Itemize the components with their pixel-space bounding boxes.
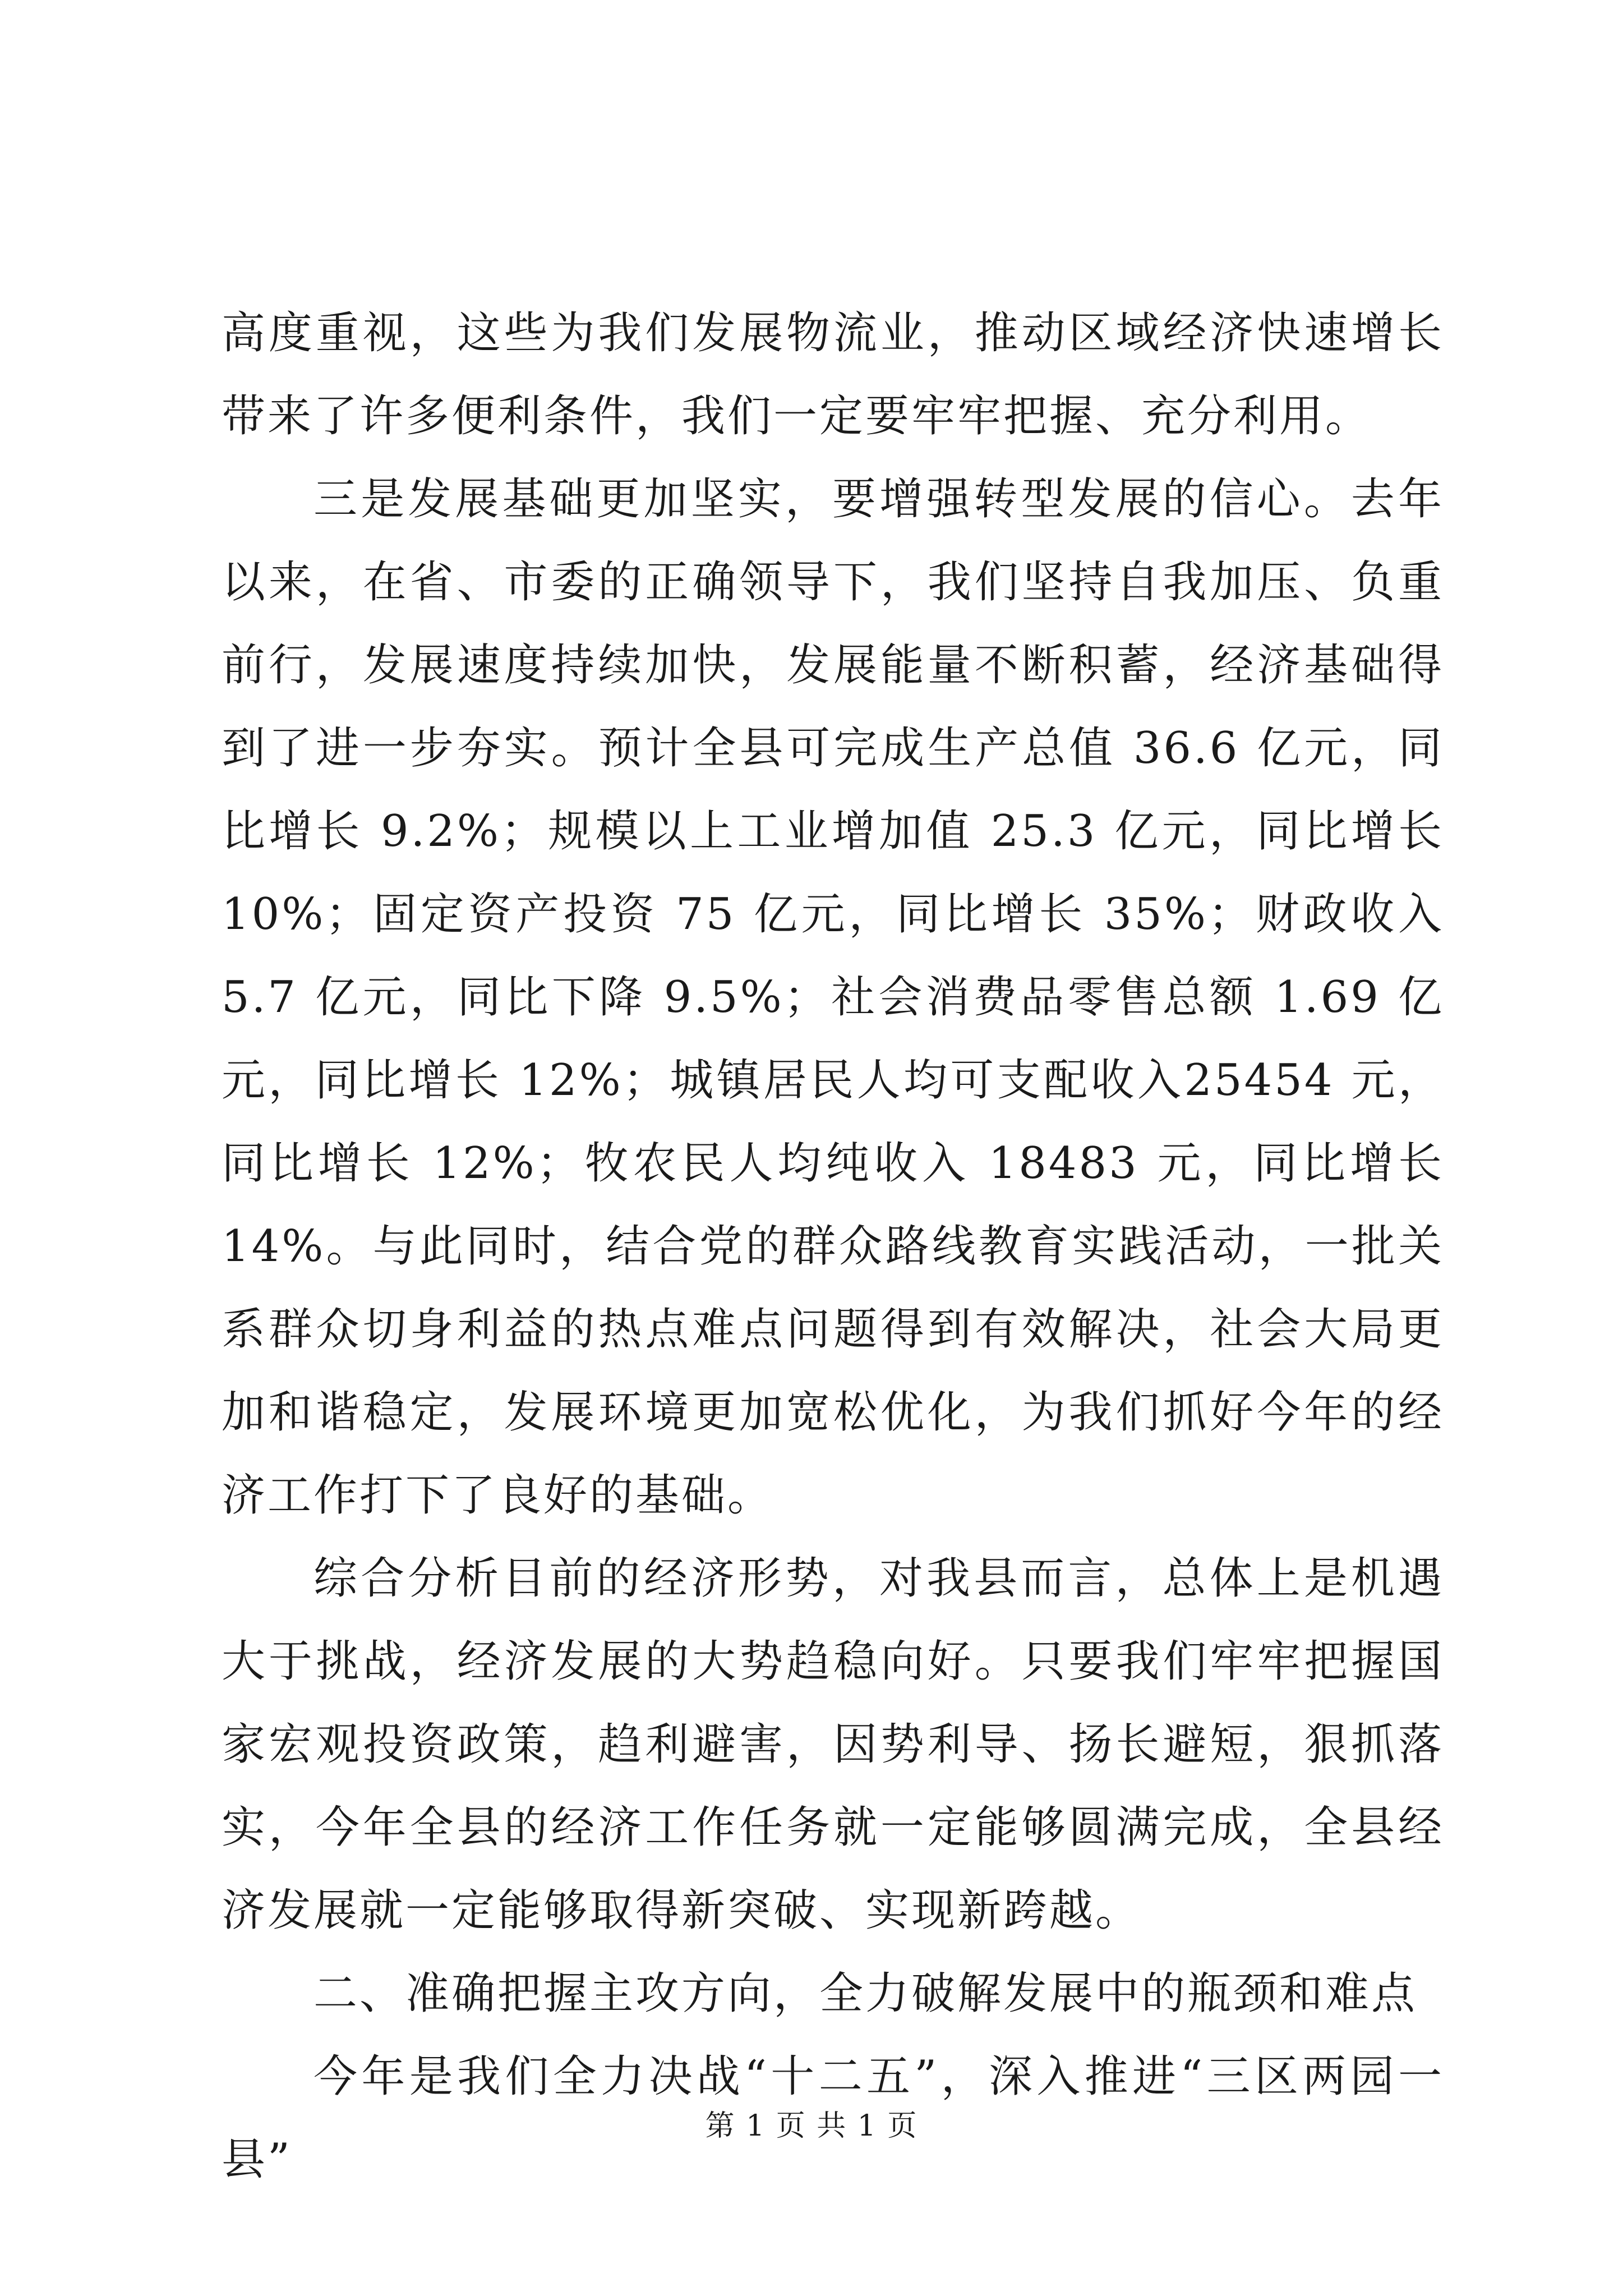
paragraph-1: 高度重视，这些为我们发展物流业，推动区域经济快速增长带来了许多便利条件，我们一定要牢牢把握、充分利用。 (222, 308, 1444, 441)
paragraph-3: 综合分析目前的经济形势，对我县而言，总体上是机遇大于挑战，经济发展的大势趋稳向好。只要我们牢牢把握国家宏观投资政策，趋利避害，因势利导、扬长避短，狠抓落实，今年全县的经济工作任务就一定能够圆满完成，全县经济发展就一定能够取得新突破、实现新跨越。 (222, 1553, 1444, 1936)
section-heading: 二、准确把握主攻方向，全力破解发展中的瓶颈和难点 (313, 1968, 1418, 2019)
paragraph-2: 三是发展基础更加坚实，要增强转型发展的信心。去年以来，在省、市委的正确领导下，我们坚持自我加压、负重前行，发展速度持续加快，发展能量不断积蓄，经济基础得到了进一步夯实。预计全县可完成生产总值 36.6 亿元，同比增长 9.2%；规模以上工业增加值 25.3 亿元，同比增长 10%；固定资产投资 75 亿元，同比增长 35%；财政收入 5.7 亿元，同比下降 9.5%；社会消费品零售总额 1.69 亿元，同比增长 12%；城镇居民人均可支配收入25454 元，同比增长 12%；牧农民人均纯收入 18483 元，同比增长 14%。与此同时，结合党的群众路线教育实践活动，一批关系群众切身利益的热点难点问题得到有效解决，社会大局更加和谐稳定，发展环境更加宽松优化，为我们抓好今年的经济工作打下了良好的基础。 (222, 474, 1444, 1521)
page-footer: 第 1 页 共 1 页 (705, 2109, 918, 2143)
document-body (222, 292, 1444, 2201)
paragraph-4: 今年是我们全力决战“十二五”，深入推进“三区两园一县” (222, 2051, 1444, 2185)
